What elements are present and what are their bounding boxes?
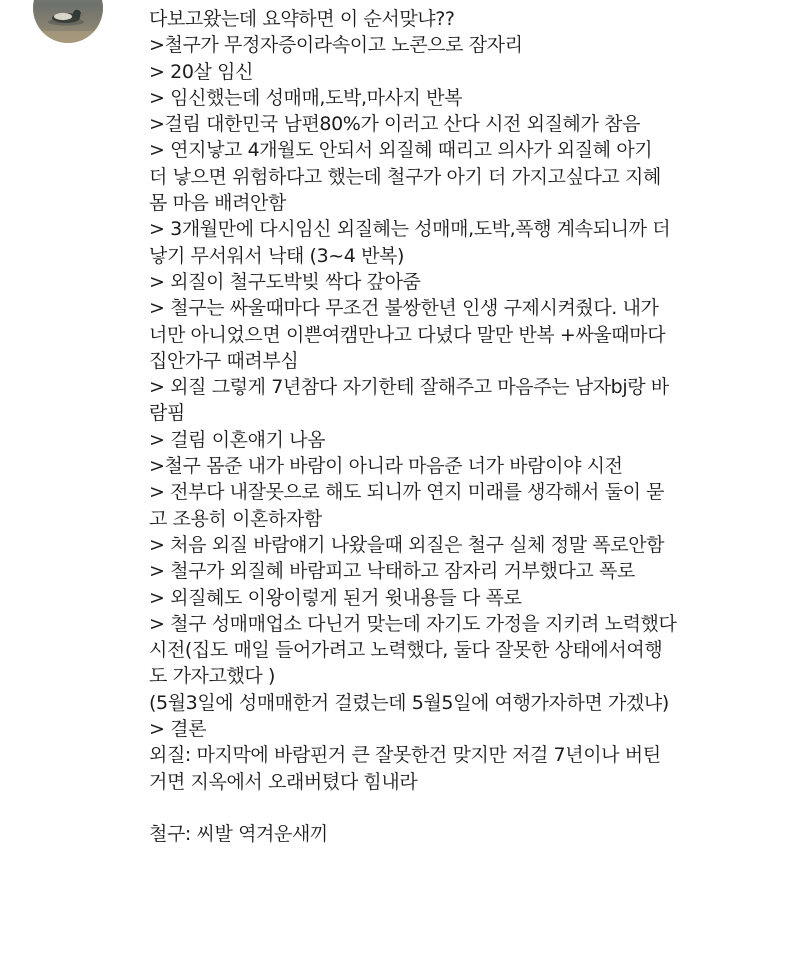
comment-line: > 결론 [149, 718, 207, 741]
comment-line: 집안가구 때려부심 [149, 349, 299, 372]
comment-text [149, 6, 789, 848]
comment-line: > 연지낳고 4개월도 안되서 외질혜 때리고 의사가 외질혜 아기 [149, 139, 653, 162]
comment-line: 람핌 [149, 402, 185, 425]
comment-line: >철구가 무정자증이라속이고 노콘으로 잠자리 [149, 34, 523, 57]
comment-line: > 3개월만에 다시임신 외질혜는 성매매,도박,폭행 계속되니까 더 [149, 218, 671, 241]
comment-line: 다보고왔는데 요약하면 이 순서맞냐?? [149, 8, 455, 30]
comment-line: > 철구가 외질혜 바람피고 낙태하고 잠자리 거부했다고 폭로 [149, 560, 635, 583]
comment-line [149, 795, 789, 821]
comment-line: > 외질혜도 이왕이렇게 된거 윗내용들 다 폭로 [149, 586, 522, 609]
duck-on-water-photo-icon [33, 0, 103, 43]
comment-line: > 철구는 싸울때마다 무조건 불쌍한년 인생 구제시켜줬다. 내가 [149, 297, 659, 320]
avatar[interactable] [33, 0, 103, 43]
comment-line: 외질: 마지막에 바람핀거 큰 잘못한건 맞지만 저걸 7년이나 버틴 [149, 744, 661, 767]
comment-line: 거면 지옥에서 오래버텼다 힘내라 [149, 770, 418, 793]
comment-line: > 철구 성매매업소 다닌거 맞는데 자기도 가정을 지키려 노력했다 [149, 612, 677, 635]
comment-line: (5월3일에 성매매한거 걸렸는데 5월5일에 여행가자하면 가겠냐) [149, 691, 669, 714]
comment-line: 도 가자고했다 ) [149, 665, 276, 688]
comment-line: > 전부다 내잘못으로 해도 되니까 연지 미래를 생각해서 둘이 묻 [149, 481, 665, 504]
comment-line: 더 낳으면 위험하다고 했는데 철구가 아기 더 가지고싶다고 지혜 [149, 165, 661, 188]
comment-line: >철구 몸준 내가 바람이 아니라 마음준 너가 바람이야 시전 [149, 455, 623, 478]
comment-line: >걸림 대한민국 남편80%가 이러고 산다 시전 외질혜가 참음 [149, 113, 641, 136]
comment-line: > 외질 그렇게 7년참다 자기한테 잘해주고 마음주는 남자bj랑 바 [149, 376, 669, 399]
comment-line: > 외질이 철구도박빚 싹다 갚아줌 [149, 270, 421, 293]
comment-line: 너만 아니었으면 이쁜여캠만나고 다녔다 말만 반복 +싸울때마다 [149, 323, 666, 346]
comment-line: > 임신했는데 성매매,도박,마사지 반복 [149, 86, 463, 109]
comment-line: 몸 마음 배려안함 [149, 192, 286, 215]
comment-line: 시전(집도 매일 들어가려고 노력했다, 둘다 잘못한 상태에서여행 [149, 639, 663, 662]
comment-line: 고 조용히 이혼하자함 [149, 507, 322, 530]
comment-line: 낳기 무서워서 낙태 (3~4 반복) [149, 244, 405, 267]
comment-line: > 처음 외질 바람얘기 나왔을때 외질은 철구 실체 정말 폭로안함 [149, 533, 665, 556]
comment-line: 철구: 씨발 역겨운새끼 [149, 823, 328, 846]
comment-line: > 걸림 이혼얘기 나옴 [149, 428, 326, 451]
comment-line: > 20살 임신 [149, 60, 254, 83]
